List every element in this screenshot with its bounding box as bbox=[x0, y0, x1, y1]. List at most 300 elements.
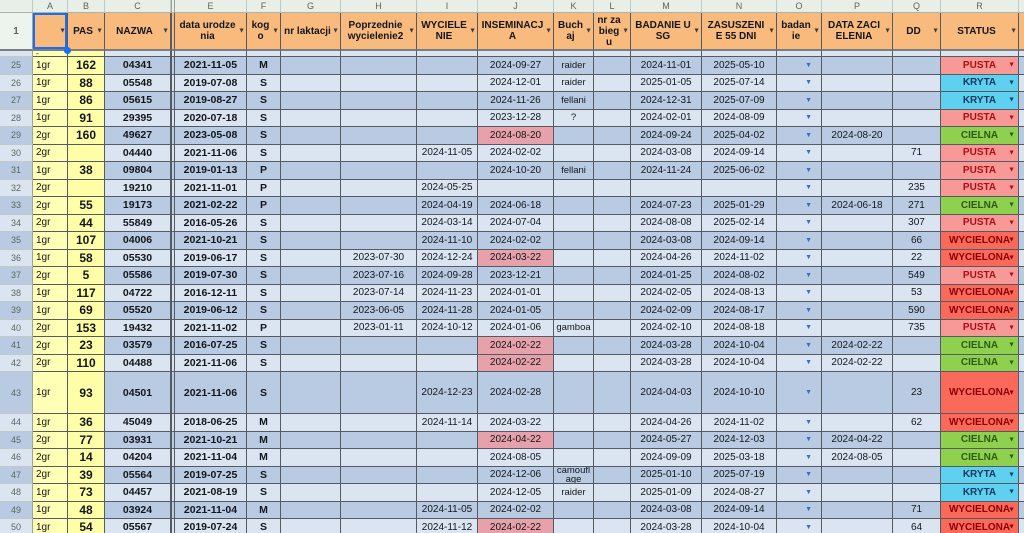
dropdown-icon[interactable]: ▼ bbox=[1008, 271, 1015, 279]
cell-Q37[interactable] bbox=[893, 267, 941, 285]
dropdown-icon[interactable]: ▼ bbox=[805, 523, 812, 531]
cell-I44[interactable] bbox=[417, 414, 478, 432]
cell-C40[interactable] bbox=[105, 320, 171, 338]
dropdown-icon[interactable]: ▼ bbox=[805, 289, 812, 297]
cell-A35[interactable] bbox=[33, 232, 68, 250]
cell-M48[interactable] bbox=[631, 484, 702, 502]
selection-fill-handle[interactable] bbox=[64, 47, 71, 54]
dropdown-icon[interactable]: ▼ bbox=[805, 184, 812, 192]
column-letter-N[interactable] bbox=[702, 0, 777, 13]
cell-I26[interactable] bbox=[417, 75, 478, 93]
cell-J34[interactable] bbox=[478, 215, 554, 233]
cell-L28[interactable] bbox=[594, 110, 631, 128]
filter-icon[interactable]: ▼ bbox=[162, 27, 169, 35]
cell-B27[interactable] bbox=[68, 92, 105, 110]
cell-I39[interactable] bbox=[417, 302, 478, 320]
cell-I40[interactable] bbox=[417, 320, 478, 338]
cell-G46[interactable] bbox=[281, 449, 341, 467]
cell-A42[interactable] bbox=[33, 355, 68, 373]
cell-F37[interactable] bbox=[247, 267, 281, 285]
cell-I48[interactable] bbox=[417, 484, 478, 502]
cell-M34[interactable] bbox=[631, 215, 702, 233]
cell-R48[interactable] bbox=[941, 484, 1019, 502]
cell-F39[interactable] bbox=[247, 302, 281, 320]
dropdown-icon[interactable]: ▼ bbox=[805, 79, 812, 87]
filter-icon[interactable]: ▼ bbox=[238, 27, 245, 35]
cell-F46[interactable] bbox=[247, 449, 281, 467]
cell-A33[interactable] bbox=[33, 197, 68, 215]
cell-R46[interactable] bbox=[941, 449, 1019, 467]
cell-I32[interactable] bbox=[417, 180, 478, 198]
cell-E25[interactable] bbox=[175, 57, 247, 75]
cell-K37[interactable] bbox=[554, 267, 594, 285]
cell-B26[interactable] bbox=[68, 75, 105, 93]
filter-icon[interactable]: ▼ bbox=[622, 27, 629, 35]
cell-G37[interactable] bbox=[281, 267, 341, 285]
filter-icon[interactable]: ▼ bbox=[884, 27, 891, 35]
cell-E26[interactable] bbox=[175, 75, 247, 93]
header-cell-kogo[interactable] bbox=[247, 13, 281, 51]
cell-N25[interactable] bbox=[702, 57, 777, 75]
cell-L38[interactable] bbox=[594, 285, 631, 303]
cell-R39[interactable] bbox=[941, 302, 1019, 320]
cell-J31[interactable] bbox=[478, 162, 554, 180]
cell-O44[interactable] bbox=[777, 414, 822, 432]
cell-L49[interactable] bbox=[594, 502, 631, 520]
cell-L43[interactable] bbox=[594, 372, 631, 414]
cell-K32[interactable] bbox=[554, 180, 594, 198]
dropdown-icon[interactable]: ▼ bbox=[1008, 289, 1015, 297]
dropdown-icon[interactable]: ▼ bbox=[1008, 79, 1015, 87]
cell-J28[interactable] bbox=[478, 110, 554, 128]
filter-icon[interactable]: ▼ bbox=[545, 27, 552, 35]
cell-Q42[interactable] bbox=[893, 355, 941, 373]
cell-O45[interactable] bbox=[777, 432, 822, 450]
cell-O46[interactable] bbox=[777, 449, 822, 467]
cell-I49[interactable] bbox=[417, 502, 478, 520]
cell-P45[interactable] bbox=[822, 432, 893, 450]
row-header-35[interactable] bbox=[0, 232, 33, 250]
cell-B39[interactable] bbox=[68, 302, 105, 320]
cell-A28[interactable] bbox=[33, 110, 68, 128]
filter-icon[interactable]: ▼ bbox=[693, 27, 700, 35]
dropdown-icon[interactable]: ▼ bbox=[1008, 219, 1015, 227]
cell-J49[interactable] bbox=[478, 502, 554, 520]
cell-F44[interactable] bbox=[247, 414, 281, 432]
row-header-25[interactable] bbox=[0, 57, 33, 75]
cell-Q39[interactable] bbox=[893, 302, 941, 320]
column-letter-F[interactable] bbox=[247, 0, 281, 13]
cell-B32[interactable] bbox=[68, 180, 105, 198]
cell-C29[interactable] bbox=[105, 127, 171, 145]
cell-R31[interactable] bbox=[941, 162, 1019, 180]
cell-O41[interactable] bbox=[777, 337, 822, 355]
row-header-43[interactable] bbox=[0, 372, 33, 414]
cell-L48[interactable] bbox=[594, 484, 631, 502]
cell-A27[interactable] bbox=[33, 92, 68, 110]
cell-E40[interactable] bbox=[175, 320, 247, 338]
cell-A41[interactable] bbox=[33, 337, 68, 355]
column-letter-A[interactable] bbox=[33, 0, 68, 13]
dropdown-icon[interactable]: ▼ bbox=[1008, 453, 1015, 461]
cell-H50[interactable] bbox=[341, 519, 417, 533]
cell-O39[interactable] bbox=[777, 302, 822, 320]
column-letter-B[interactable] bbox=[68, 0, 105, 13]
cell-A44[interactable] bbox=[33, 414, 68, 432]
header-cell-nazwa[interactable] bbox=[105, 13, 171, 51]
cell-F45[interactable] bbox=[247, 432, 281, 450]
cell-O38[interactable] bbox=[777, 285, 822, 303]
header-cell-pas[interactable] bbox=[68, 13, 105, 51]
cell-K25[interactable] bbox=[554, 57, 594, 75]
cell-F40[interactable] bbox=[247, 320, 281, 338]
cell-K26[interactable] bbox=[554, 75, 594, 93]
cell-P38[interactable] bbox=[822, 285, 893, 303]
header-cell-nr-laktacji[interactable] bbox=[281, 13, 341, 51]
cell-L47[interactable] bbox=[594, 467, 631, 485]
dropdown-icon[interactable]: ▼ bbox=[1008, 488, 1015, 496]
cell-B45[interactable] bbox=[68, 432, 105, 450]
cell-R38[interactable] bbox=[941, 285, 1019, 303]
cell-B42[interactable] bbox=[68, 355, 105, 373]
cell-Q29[interactable] bbox=[893, 127, 941, 145]
cell-L26[interactable] bbox=[594, 75, 631, 93]
cell-E36[interactable] bbox=[175, 250, 247, 268]
cell-E45[interactable] bbox=[175, 432, 247, 450]
cell-G35[interactable] bbox=[281, 232, 341, 250]
dropdown-icon[interactable]: ▼ bbox=[805, 219, 812, 227]
cell-G39[interactable] bbox=[281, 302, 341, 320]
cell-J45[interactable] bbox=[478, 432, 554, 450]
cell-H36[interactable] bbox=[341, 250, 417, 268]
cell-O26[interactable] bbox=[777, 75, 822, 93]
cell-E41[interactable] bbox=[175, 337, 247, 355]
cell-N29[interactable] bbox=[702, 127, 777, 145]
cell-B36[interactable] bbox=[68, 250, 105, 268]
cell-N34[interactable] bbox=[702, 215, 777, 233]
cell-H35[interactable] bbox=[341, 232, 417, 250]
header-cell-data-urodzenia[interactable] bbox=[175, 13, 247, 51]
cell-P40[interactable] bbox=[822, 320, 893, 338]
cell-K28[interactable] bbox=[554, 110, 594, 128]
cell-B25[interactable] bbox=[68, 57, 105, 75]
cell-B41[interactable] bbox=[68, 337, 105, 355]
row-header-48[interactable] bbox=[0, 484, 33, 502]
cell-Q50[interactable] bbox=[893, 519, 941, 533]
cell-J25[interactable] bbox=[478, 57, 554, 75]
dropdown-icon[interactable]: ▼ bbox=[805, 436, 812, 444]
cell-L45[interactable] bbox=[594, 432, 631, 450]
cell-K46[interactable] bbox=[554, 449, 594, 467]
dropdown-icon[interactable]: ▼ bbox=[1008, 131, 1015, 139]
cell-P50[interactable] bbox=[822, 519, 893, 533]
cell-H26[interactable] bbox=[341, 75, 417, 93]
cell-M30[interactable] bbox=[631, 145, 702, 163]
cell-M33[interactable] bbox=[631, 197, 702, 215]
cell-A25[interactable] bbox=[33, 57, 68, 75]
cell-C37[interactable] bbox=[105, 267, 171, 285]
cell-J35[interactable] bbox=[478, 232, 554, 250]
cell-H32[interactable] bbox=[341, 180, 417, 198]
cell-E28[interactable] bbox=[175, 110, 247, 128]
column-letter-R[interactable] bbox=[941, 0, 1019, 13]
cell-Q38[interactable] bbox=[893, 285, 941, 303]
cell-E33[interactable] bbox=[175, 197, 247, 215]
cell-G36[interactable] bbox=[281, 250, 341, 268]
cell-K31[interactable] bbox=[554, 162, 594, 180]
cell-K27[interactable] bbox=[554, 92, 594, 110]
cell-N45[interactable] bbox=[702, 432, 777, 450]
cell-K34[interactable] bbox=[554, 215, 594, 233]
row-header-50[interactable] bbox=[0, 519, 33, 533]
cell-R42[interactable] bbox=[941, 355, 1019, 373]
filter-icon[interactable]: ▼ bbox=[1010, 27, 1017, 35]
column-letter-Q[interactable] bbox=[893, 0, 941, 13]
cell-O48[interactable] bbox=[777, 484, 822, 502]
cell-J36[interactable] bbox=[478, 250, 554, 268]
cell-K35[interactable] bbox=[554, 232, 594, 250]
cell-G25[interactable] bbox=[281, 57, 341, 75]
cell-K42[interactable] bbox=[554, 355, 594, 373]
cell-N50[interactable] bbox=[702, 519, 777, 533]
cell-Q27[interactable] bbox=[893, 92, 941, 110]
cell-C44[interactable] bbox=[105, 414, 171, 432]
cell-H28[interactable] bbox=[341, 110, 417, 128]
cell-M26[interactable] bbox=[631, 75, 702, 93]
row-header-31[interactable] bbox=[0, 162, 33, 180]
header-cell-badanie[interactable] bbox=[777, 13, 822, 51]
dropdown-icon[interactable]: ▼ bbox=[1008, 471, 1015, 479]
cell-G45[interactable] bbox=[281, 432, 341, 450]
cell-J32[interactable] bbox=[478, 180, 554, 198]
cell-R41[interactable] bbox=[941, 337, 1019, 355]
row-header-27[interactable] bbox=[0, 92, 33, 110]
cell-Q41[interactable] bbox=[893, 337, 941, 355]
row-header-45[interactable] bbox=[0, 432, 33, 450]
cell-N33[interactable] bbox=[702, 197, 777, 215]
cell-C33[interactable] bbox=[105, 197, 171, 215]
cell-P27[interactable] bbox=[822, 92, 893, 110]
cell-K45[interactable] bbox=[554, 432, 594, 450]
cell-L29[interactable] bbox=[594, 127, 631, 145]
cell-I35[interactable] bbox=[417, 232, 478, 250]
cell-F38[interactable] bbox=[247, 285, 281, 303]
dropdown-icon[interactable]: ▼ bbox=[1008, 341, 1015, 349]
column-letter-E[interactable] bbox=[175, 0, 247, 13]
dropdown-icon[interactable]: ▼ bbox=[805, 236, 812, 244]
cell-A37[interactable] bbox=[33, 267, 68, 285]
header-cell-badanie-usg[interactable] bbox=[631, 13, 702, 51]
cell-B33[interactable] bbox=[68, 197, 105, 215]
cell-F41[interactable] bbox=[247, 337, 281, 355]
cell-A26[interactable] bbox=[33, 75, 68, 93]
header-cell-buchaj[interactable] bbox=[554, 13, 594, 51]
cell-M49[interactable] bbox=[631, 502, 702, 520]
dropdown-icon[interactable]: ▼ bbox=[1008, 254, 1015, 262]
cell-H42[interactable] bbox=[341, 355, 417, 373]
cell-O29[interactable] bbox=[777, 127, 822, 145]
cell-O40[interactable] bbox=[777, 320, 822, 338]
cell-C25[interactable] bbox=[105, 57, 171, 75]
cell-N30[interactable] bbox=[702, 145, 777, 163]
cell-I45[interactable] bbox=[417, 432, 478, 450]
cell-C48[interactable] bbox=[105, 484, 171, 502]
cell-M35[interactable] bbox=[631, 232, 702, 250]
cell-R50[interactable] bbox=[941, 519, 1019, 533]
column-letter-O[interactable] bbox=[777, 0, 822, 13]
cell-Q49[interactable] bbox=[893, 502, 941, 520]
cell-G26[interactable] bbox=[281, 75, 341, 93]
cell-O33[interactable] bbox=[777, 197, 822, 215]
column-letter-P[interactable] bbox=[822, 0, 893, 13]
cell-L31[interactable] bbox=[594, 162, 631, 180]
cell-E42[interactable] bbox=[175, 355, 247, 373]
dropdown-icon[interactable]: ▼ bbox=[805, 61, 812, 69]
dropdown-icon[interactable]: ▼ bbox=[1008, 306, 1015, 314]
cell-N47[interactable] bbox=[702, 467, 777, 485]
cell-F42[interactable] bbox=[247, 355, 281, 373]
cell-N31[interactable] bbox=[702, 162, 777, 180]
cell-A46[interactable] bbox=[33, 449, 68, 467]
cell-R34[interactable] bbox=[941, 215, 1019, 233]
cell-F48[interactable] bbox=[247, 484, 281, 502]
dropdown-icon[interactable]: ▼ bbox=[805, 271, 812, 279]
cell-F50[interactable] bbox=[247, 519, 281, 533]
dropdown-icon[interactable]: ▼ bbox=[1008, 359, 1015, 367]
cell-I33[interactable] bbox=[417, 197, 478, 215]
cell-M43[interactable] bbox=[631, 372, 702, 414]
cell-M29[interactable] bbox=[631, 127, 702, 145]
cell-P33[interactable] bbox=[822, 197, 893, 215]
cell-N42[interactable] bbox=[702, 355, 777, 373]
row-header-26[interactable] bbox=[0, 75, 33, 93]
cell-K36[interactable] bbox=[554, 250, 594, 268]
cell-E50[interactable] bbox=[175, 519, 247, 533]
cell-N38[interactable] bbox=[702, 285, 777, 303]
filter-icon[interactable]: ▼ bbox=[408, 27, 415, 35]
cell-B34[interactable] bbox=[68, 215, 105, 233]
cell-N37[interactable] bbox=[702, 267, 777, 285]
cell-G29[interactable] bbox=[281, 127, 341, 145]
cell-K30[interactable] bbox=[554, 145, 594, 163]
cell-J43[interactable] bbox=[478, 372, 554, 414]
cell-M40[interactable] bbox=[631, 320, 702, 338]
cell-E48[interactable] bbox=[175, 484, 247, 502]
cell-C27[interactable] bbox=[105, 92, 171, 110]
cell-R43[interactable] bbox=[941, 372, 1019, 414]
cell-F31[interactable] bbox=[247, 162, 281, 180]
cell-C42[interactable] bbox=[105, 355, 171, 373]
cell-K47[interactable] bbox=[554, 467, 594, 485]
cell-P41[interactable] bbox=[822, 337, 893, 355]
cell-A30[interactable] bbox=[33, 145, 68, 163]
cell-C43[interactable] bbox=[105, 372, 171, 414]
cell-K43[interactable] bbox=[554, 372, 594, 414]
header-cell-inseminacja[interactable] bbox=[478, 13, 554, 51]
cell-A43[interactable] bbox=[33, 372, 68, 414]
dropdown-icon[interactable]: ▼ bbox=[1008, 61, 1015, 69]
cell-C38[interactable] bbox=[105, 285, 171, 303]
cell-K48[interactable] bbox=[554, 484, 594, 502]
cell-A50[interactable] bbox=[33, 519, 68, 533]
cell-O50[interactable] bbox=[777, 519, 822, 533]
cell-Q43[interactable] bbox=[893, 372, 941, 414]
cell-F47[interactable] bbox=[247, 467, 281, 485]
dropdown-icon[interactable]: ▼ bbox=[805, 506, 812, 514]
dropdown-icon[interactable]: ▼ bbox=[805, 488, 812, 496]
cell-F29[interactable] bbox=[247, 127, 281, 145]
row-header-34[interactable] bbox=[0, 215, 33, 233]
dropdown-icon[interactable]: ▼ bbox=[805, 359, 812, 367]
cell-J38[interactable] bbox=[478, 285, 554, 303]
cell-C36[interactable] bbox=[105, 250, 171, 268]
row-header-47[interactable] bbox=[0, 467, 33, 485]
cell-L32[interactable] bbox=[594, 180, 631, 198]
cell-K40[interactable] bbox=[554, 320, 594, 338]
row-header-36[interactable] bbox=[0, 250, 33, 268]
header-cell-A[interactable] bbox=[33, 13, 68, 51]
cell-Q45[interactable] bbox=[893, 432, 941, 450]
row-header-39[interactable] bbox=[0, 302, 33, 320]
cell-H47[interactable] bbox=[341, 467, 417, 485]
cell-R30[interactable] bbox=[941, 145, 1019, 163]
row-header-29[interactable] bbox=[0, 127, 33, 145]
cell-I36[interactable] bbox=[417, 250, 478, 268]
cell-E39[interactable] bbox=[175, 302, 247, 320]
cell-P29[interactable] bbox=[822, 127, 893, 145]
cell-C47[interactable] bbox=[105, 467, 171, 485]
cell-H31[interactable] bbox=[341, 162, 417, 180]
cell-B28[interactable] bbox=[68, 110, 105, 128]
cell-J42[interactable] bbox=[478, 355, 554, 373]
dropdown-icon[interactable]: ▼ bbox=[805, 201, 812, 209]
cell-O32[interactable] bbox=[777, 180, 822, 198]
dropdown-icon[interactable]: ▼ bbox=[1008, 506, 1015, 514]
cell-P48[interactable] bbox=[822, 484, 893, 502]
cell-J26[interactable] bbox=[478, 75, 554, 93]
cell-C45[interactable] bbox=[105, 432, 171, 450]
dropdown-icon[interactable]: ▼ bbox=[1008, 184, 1015, 192]
cell-O42[interactable] bbox=[777, 355, 822, 373]
cell-Q46[interactable] bbox=[893, 449, 941, 467]
cell-A45[interactable] bbox=[33, 432, 68, 450]
dropdown-icon[interactable]: ▼ bbox=[805, 166, 812, 174]
cell-N49[interactable] bbox=[702, 502, 777, 520]
cell-H44[interactable] bbox=[341, 414, 417, 432]
cell-O37[interactable] bbox=[777, 267, 822, 285]
row-header-46[interactable] bbox=[0, 449, 33, 467]
cell-A32[interactable] bbox=[33, 180, 68, 198]
cell-R25[interactable] bbox=[941, 57, 1019, 75]
cell-C39[interactable] bbox=[105, 302, 171, 320]
cell-P30[interactable] bbox=[822, 145, 893, 163]
cell-Q47[interactable] bbox=[893, 467, 941, 485]
header-cell-dd[interactable] bbox=[893, 13, 941, 51]
filter-icon[interactable]: ▼ bbox=[272, 27, 279, 35]
cell-Q28[interactable] bbox=[893, 110, 941, 128]
header-cell-wycielenie[interactable] bbox=[417, 13, 478, 51]
cell-Q34[interactable] bbox=[893, 215, 941, 233]
header-cell-data-zacielenia[interactable] bbox=[822, 13, 893, 51]
header-cell-status[interactable] bbox=[941, 13, 1019, 51]
dropdown-icon[interactable]: ▼ bbox=[805, 131, 812, 139]
cell-N44[interactable] bbox=[702, 414, 777, 432]
cell-L42[interactable] bbox=[594, 355, 631, 373]
cell-R37[interactable] bbox=[941, 267, 1019, 285]
cell-M47[interactable] bbox=[631, 467, 702, 485]
cell-J44[interactable] bbox=[478, 414, 554, 432]
cell-P32[interactable] bbox=[822, 180, 893, 198]
